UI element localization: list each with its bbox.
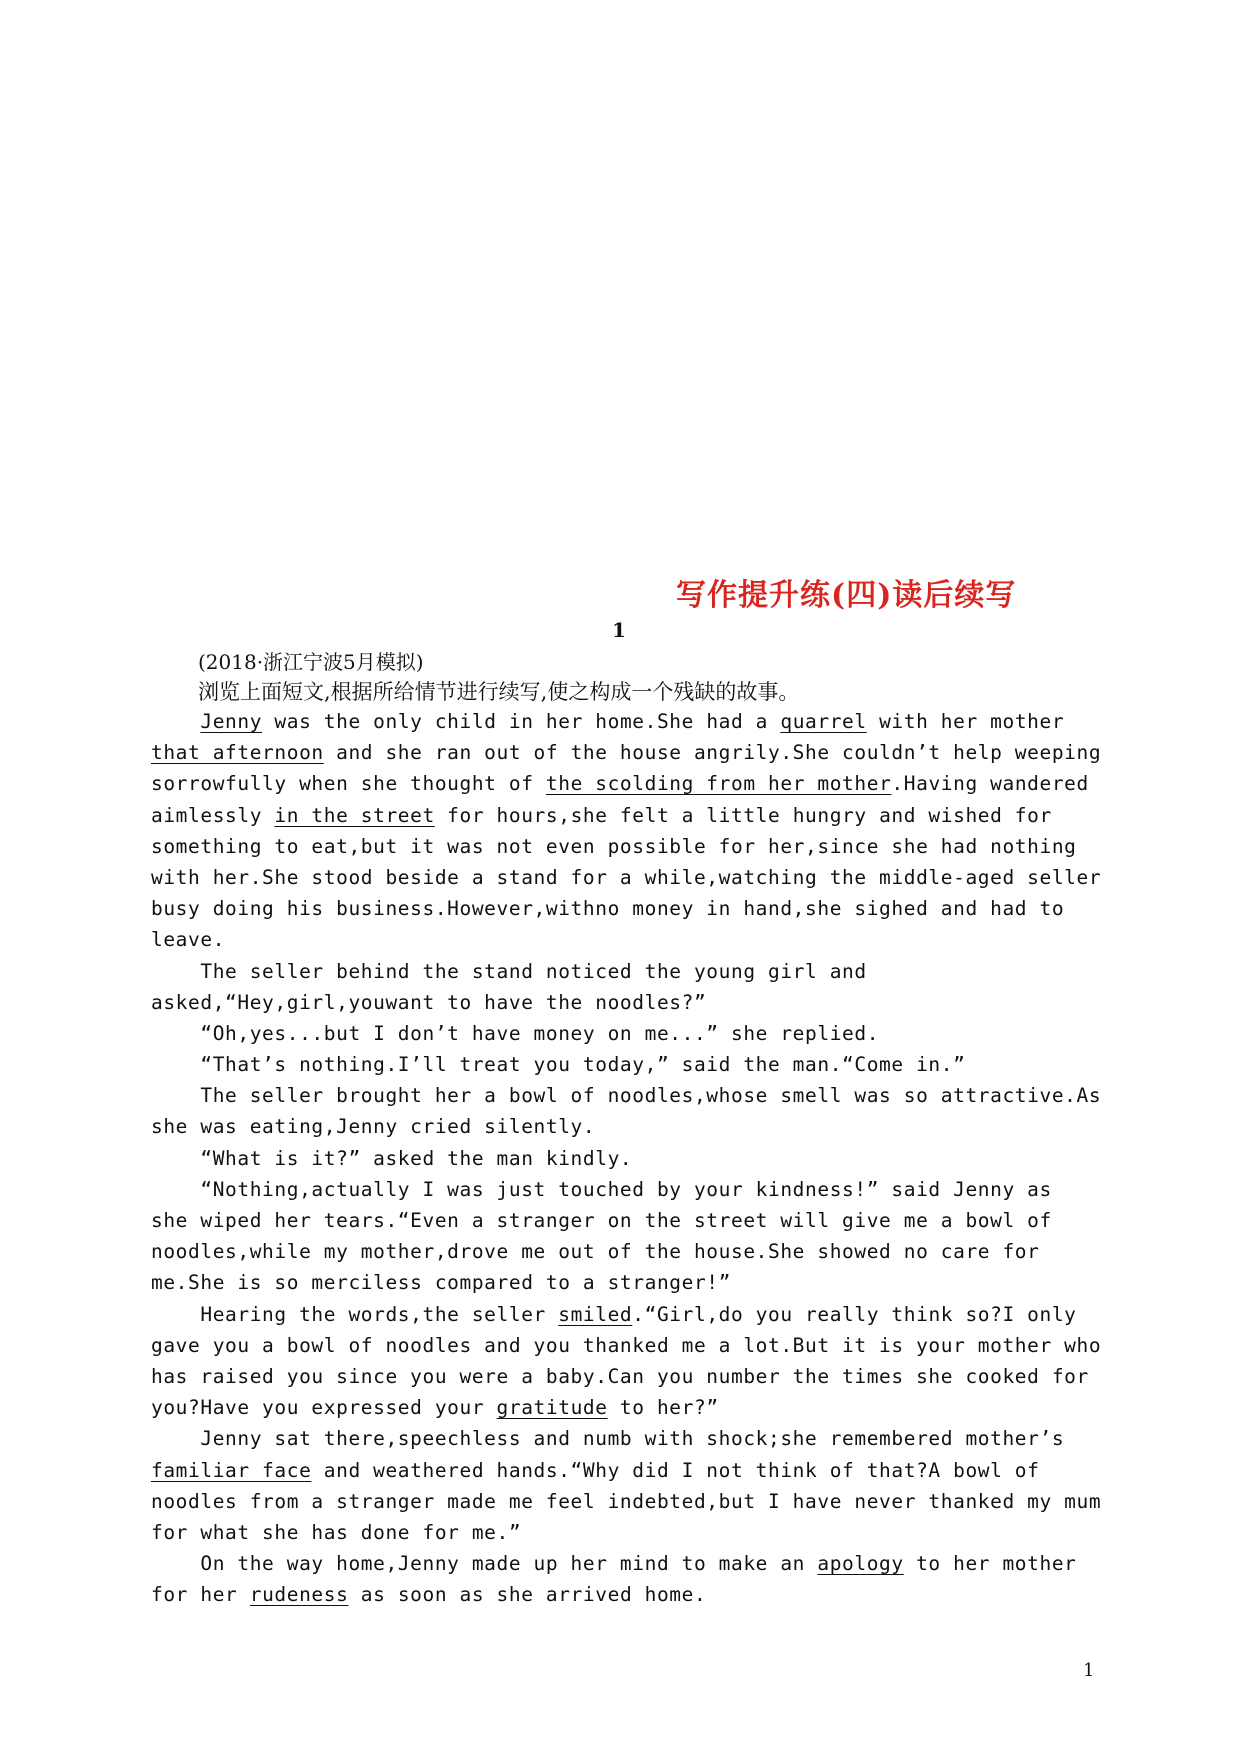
passage-line: [151, 706, 1101, 737]
passage-text: “Oh,yes...but I don’t have money on me...” she replied.: [151, 1021, 880, 1045]
passage-line: [151, 1579, 1101, 1610]
passage-text: leave.: [151, 928, 226, 952]
passage-text: has raised you since you were a baby.Can you number the times she cooked for: [151, 1364, 1089, 1388]
passage-line: [151, 1486, 1101, 1517]
passage-text: something to eat,but it was not even possible for her,since she had nothing: [151, 834, 1077, 858]
passage-text: gave you a bowl of noodles and you thanked me a lot.But it is your mother who: [151, 1333, 1102, 1357]
passage-line: [151, 1236, 1101, 1267]
underlined-phrase: Jenny: [200, 710, 263, 733]
passage-text: Hearing the words,the seller: [151, 1302, 559, 1326]
underlined-phrase: familiar face: [151, 1458, 312, 1482]
passage-text: for what she has done for me.”: [151, 1520, 522, 1544]
passage-text: The seller behind the stand noticed the young girl and: [151, 959, 867, 983]
underlined-phrase: smiled: [558, 1302, 633, 1326]
passage-line: [151, 1143, 1101, 1174]
passage-text: .Having wandered: [891, 772, 1089, 796]
passage-text: The seller brought her a bowl of noodles,whose smell was so attractive.As: [151, 1084, 1102, 1108]
passage-text: “That’s nothing.I’ll treat you today,” said the man.“Come in.”: [151, 1053, 966, 1077]
passage-text: asked,“Hey,girl,youwant to have the noodles?”: [151, 990, 707, 1014]
underlined-phrase: that afternoon: [151, 741, 324, 765]
passage-line: [151, 1361, 1101, 1392]
passage-line: [151, 1267, 1101, 1298]
passage-text: Jenny sat there,speechless and numb with shock;she remembered mother’s: [151, 1427, 1065, 1451]
passage-text: noodles,while my mother,drove me out of the house.She showed no care for: [151, 1240, 1040, 1264]
passage-line: [151, 987, 1101, 1018]
passage-text: On the way home,Jenny made up her mind to make an: [151, 1552, 818, 1576]
source-note: (2018·浙江宁波5月模拟): [198, 650, 424, 674]
passage-text: sorrowfully when she thought of: [151, 772, 546, 796]
instruction-text: 浏览上面短文,根据所给情节进行续写,使之构成一个残缺的故事。: [198, 680, 800, 704]
passage-line: [151, 1330, 1101, 1361]
passage-line: [151, 1548, 1101, 1579]
passage-body: [151, 706, 1101, 1610]
passage-text: for her: [151, 1583, 250, 1607]
passage-text: to her?”: [607, 1396, 719, 1420]
passage-line: [151, 1018, 1101, 1049]
passage-line: [151, 1205, 1101, 1236]
passage-text: for hours,she felt a little hungry and wished for: [434, 803, 1052, 827]
passage-line: [151, 1392, 1101, 1423]
page-number: 1: [1083, 1660, 1095, 1681]
passage-line: [151, 1455, 1101, 1486]
passage-line: [151, 1299, 1101, 1330]
passage-text: and weathered hands.“Why did I not think of that?A bowl of: [311, 1458, 1040, 1482]
passage-text: and she ran out of the house angrily.She couldn’t help weeping: [323, 741, 1102, 765]
underlined-phrase: quarrel: [780, 710, 867, 733]
passage-text: .“Girl,do you really think so?I only: [632, 1302, 1077, 1326]
passage-text: she was eating,Jenny cried silently.: [151, 1115, 596, 1139]
passage-text: was the only child in her home.She had a: [262, 710, 781, 733]
passage-line: [151, 1423, 1101, 1454]
passage-line: [151, 862, 1101, 893]
passage-text: [151, 710, 200, 733]
passage-line: [151, 1049, 1101, 1080]
passage-text: with her mother: [866, 710, 1065, 733]
passage-text: busy doing his business.However,withno money in hand,she sighed and had to: [151, 897, 1065, 921]
passage-text: you?Have you expressed your: [151, 1396, 497, 1420]
passage-line: [151, 1111, 1101, 1142]
passage-line: [151, 924, 1101, 955]
page-title: 写作提升练(四)读后续写: [676, 578, 1017, 613]
passage-text: noodles from a stranger made me feel indebted,but I have never thanked my mum: [151, 1489, 1102, 1513]
passage-line: [151, 768, 1101, 799]
passage-line: [151, 737, 1101, 768]
passage-text: “What is it?” asked the man kindly.: [151, 1146, 633, 1170]
passage-line: [151, 800, 1101, 831]
passage-text: to her mother: [903, 1552, 1077, 1576]
passage-text: with her.She stood beside a stand for a while,watching the middle-aged seller: [151, 865, 1102, 889]
underlined-phrase: rudeness: [249, 1583, 349, 1607]
passage-text: as soon as she arrived home.: [348, 1583, 707, 1607]
question-number: 1: [612, 618, 626, 642]
passage-line: [151, 831, 1101, 862]
passage-line: [151, 1517, 1101, 1548]
passage-text: me.She is so merciless compared to a stranger!”: [151, 1271, 731, 1295]
underlined-phrase: in the street: [274, 803, 435, 827]
passage-text: “Nothing,actually I was just touched by your kindness!” said Jenny as: [151, 1177, 1052, 1201]
passage-line: [151, 956, 1101, 987]
passage-text: aimlessly: [151, 803, 275, 827]
passage-line: [151, 1080, 1101, 1111]
underlined-phrase: apology: [817, 1552, 904, 1576]
underlined-phrase: gratitude: [496, 1396, 608, 1420]
underlined-phrase: the scolding from her mother: [545, 772, 892, 796]
passage-line: [151, 893, 1101, 924]
passage-text: she wiped her tears.“Even a stranger on the street will give me a bowl of: [151, 1209, 1052, 1232]
passage-line: [151, 1174, 1101, 1205]
